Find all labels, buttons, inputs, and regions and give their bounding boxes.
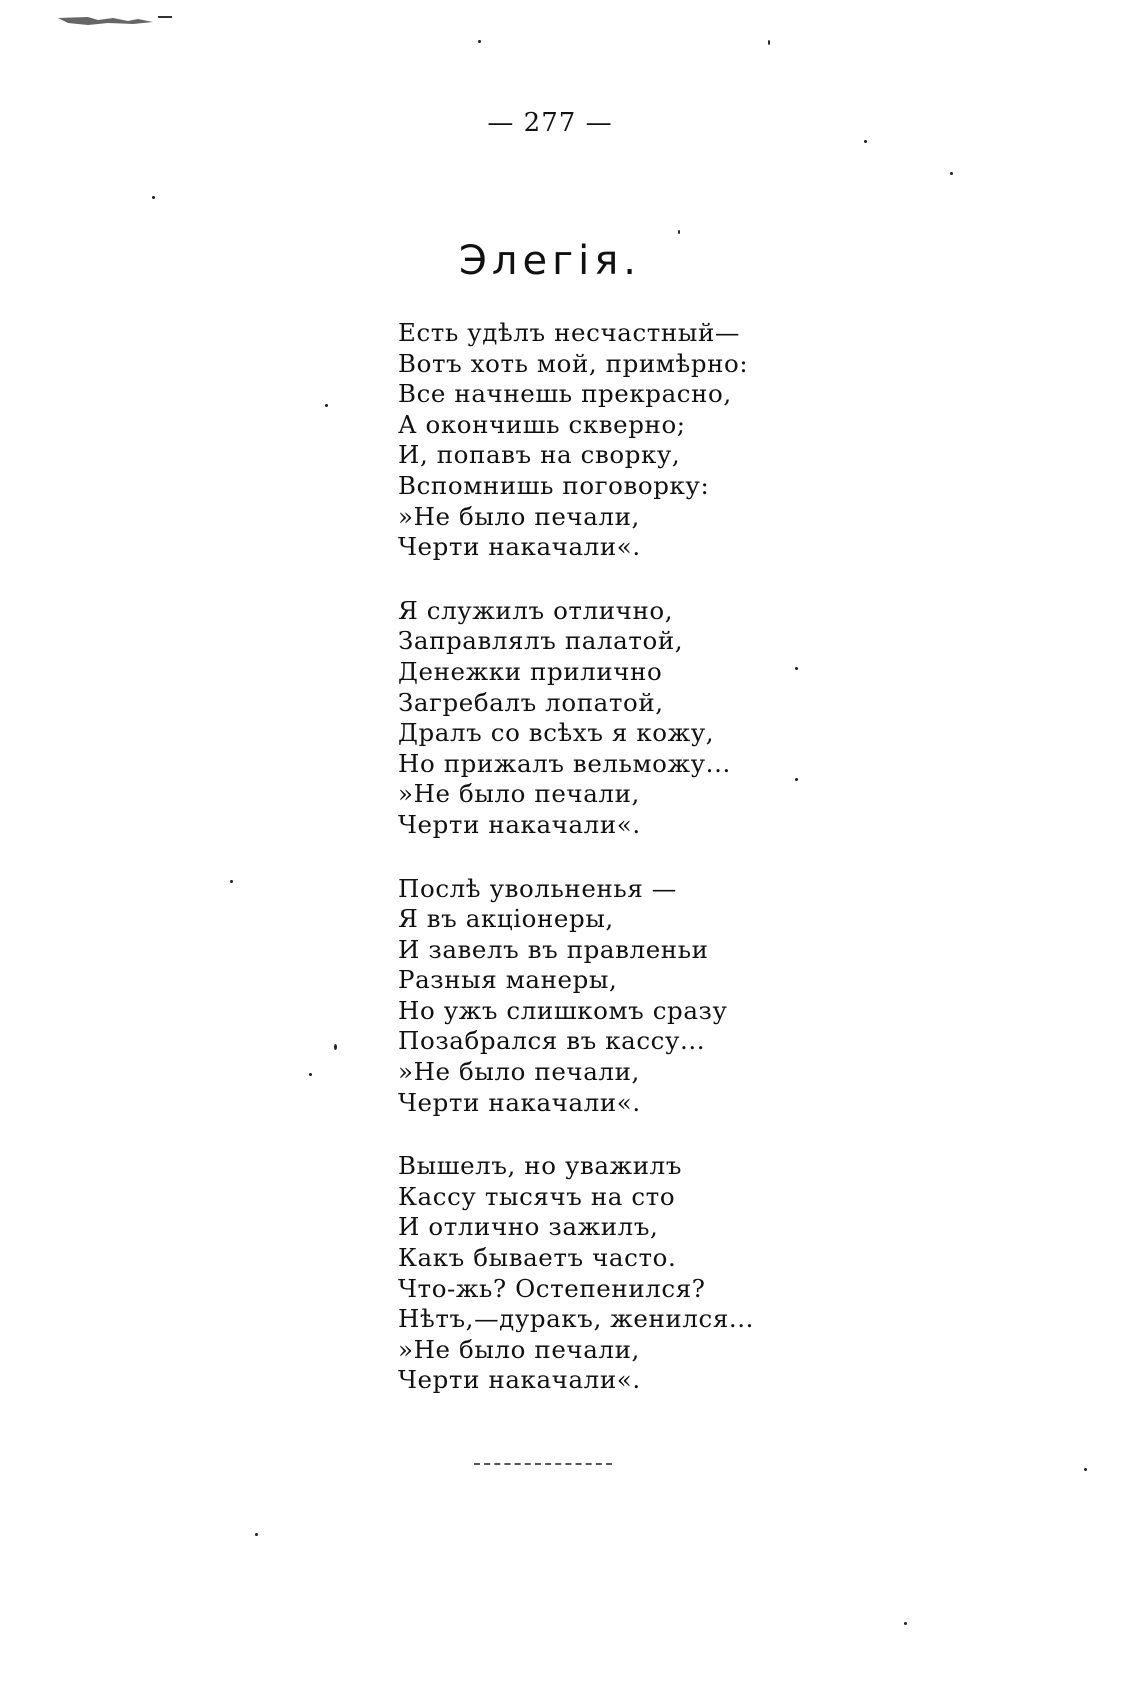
poem-line: Все начнешь прекрасно,	[398, 379, 732, 409]
poem-body	[398, 318, 818, 1429]
print-speck	[478, 40, 481, 43]
poem-line: »Не было печали,	[398, 1334, 640, 1364]
print-speck	[334, 1044, 337, 1050]
poem-line: Заправлялъ палатой,	[398, 626, 684, 656]
poem-line: »Не было печали,	[398, 779, 640, 809]
print-speck	[950, 172, 953, 175]
poem-line: Какъ бываетъ часто.	[398, 1243, 677, 1273]
poem-line: Что-жь? Остепенился?	[398, 1273, 706, 1303]
stanza-3	[398, 874, 818, 1119]
print-speck	[152, 196, 155, 199]
stanza-1	[398, 318, 818, 563]
poem-line: Послѣ увольненья —	[398, 873, 677, 903]
print-speck	[230, 880, 233, 883]
poem-line: Дралъ со всѣхъ я кожу,	[398, 718, 715, 748]
print-speck	[795, 778, 798, 781]
poem-line: Но ужъ слишкомъ сразу	[398, 995, 728, 1025]
poem-line: Позабрался въ кассу...	[398, 1026, 706, 1056]
poem-line: А окончишь скверно;	[398, 409, 686, 439]
poem-line: Кассу тысячъ на сто	[398, 1181, 676, 1211]
poem-line: »Не было печали,	[398, 501, 640, 531]
print-speck	[325, 404, 328, 407]
print-speck	[795, 667, 798, 670]
poem-line: Загребалъ лопатой,	[398, 687, 664, 717]
print-speck	[309, 1073, 312, 1076]
print-speck	[904, 1622, 907, 1625]
poem-line: И отлично зажилъ,	[398, 1212, 659, 1242]
print-speck	[1084, 1468, 1087, 1471]
poem-line: Вышелъ, но уважилъ	[398, 1151, 683, 1181]
poem-line: Черти накачали«.	[398, 809, 641, 839]
print-speck	[864, 140, 867, 143]
poem-line: Черти накачали«.	[398, 532, 641, 562]
poem-line: Есть удѣлъ несчастный—	[398, 318, 740, 347]
poem-line: »Не было печали,	[398, 1057, 640, 1087]
poem-line: Черти накачали«.	[398, 1087, 641, 1117]
poem-line: Вотъ хоть мой, примѣрно:	[398, 348, 749, 378]
poem-line: Разныя манеры,	[398, 965, 618, 995]
poem-line: Я въ акціонеры,	[398, 904, 614, 934]
poem-line: И, попавъ на сворку,	[398, 440, 681, 470]
closing-rule	[474, 1463, 612, 1465]
poem-line: Я служилъ отлично,	[398, 595, 674, 625]
print-speck	[768, 40, 770, 45]
stanza-2	[398, 596, 818, 841]
stanza-4	[398, 1151, 818, 1396]
poem-line: И завелъ въ правленьи	[398, 934, 709, 964]
print-speck	[678, 230, 680, 234]
print-speck	[255, 1533, 258, 1536]
poem-line: Черти накачали«.	[398, 1365, 641, 1395]
page-number: — 277 —	[487, 108, 613, 138]
poem-line: Вспомнишь поговорку:	[398, 470, 710, 500]
poem-line: Денежки прилично	[398, 656, 663, 686]
poem-title: Элегія.	[458, 238, 641, 284]
print-smudge	[58, 14, 178, 28]
poem-line: Нѣтъ,—дуракъ, женился...	[398, 1304, 755, 1334]
poem-line: Но прижалъ вельможу...	[398, 748, 731, 778]
